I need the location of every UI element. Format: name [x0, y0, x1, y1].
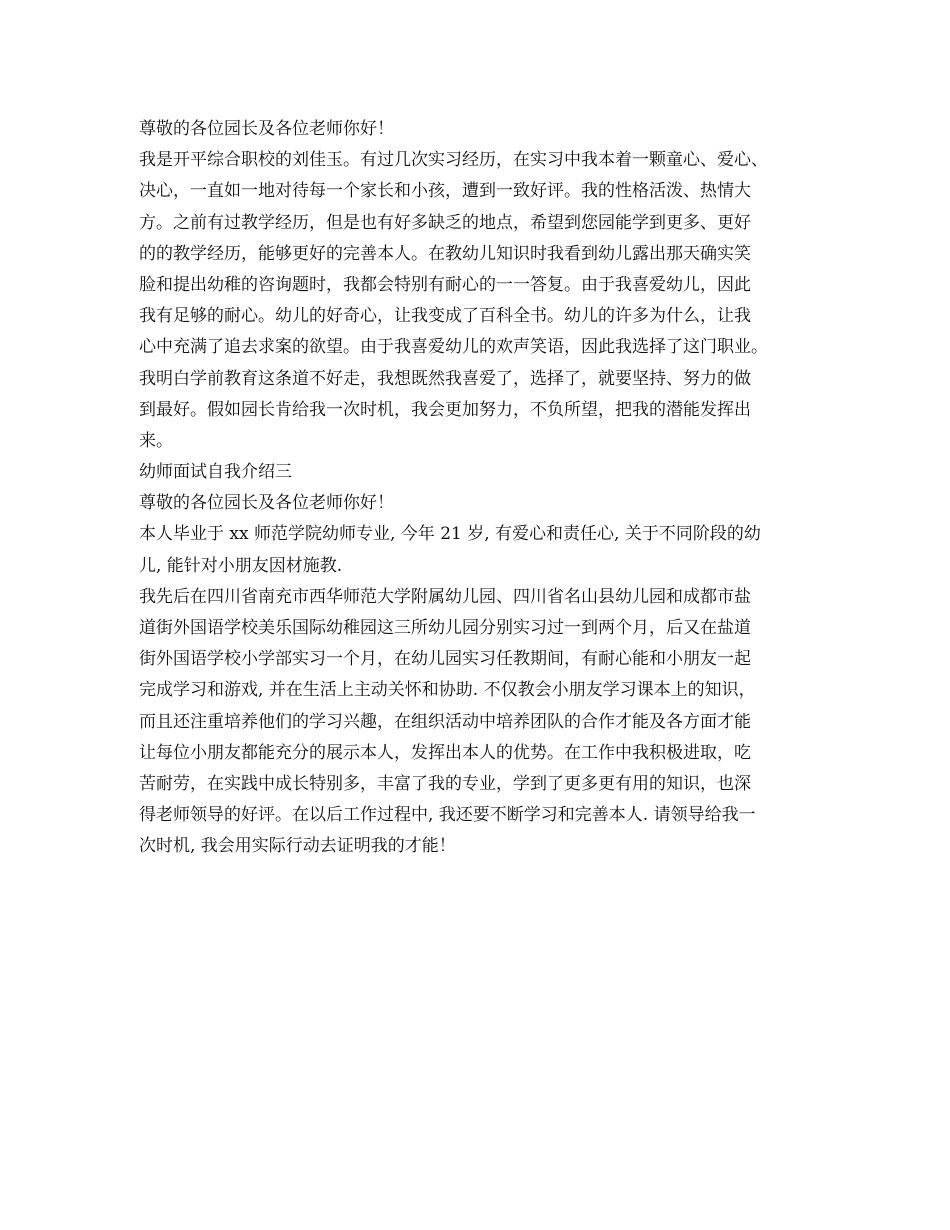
text-line: 来。: [139, 430, 173, 451]
text-line: 方。之前有过教学经历，但是也有好多缺乏的地点，希望到您园能学到更多、更好: [139, 212, 751, 233]
text-line: 街外国语学校小学部实习一个月，在幼儿园实习任教期间，有耐心能和小朋友一起: [139, 649, 751, 670]
text-line: 脸和提出幼稚的咨询题时，我都会特别有耐心的一一答复。由于我喜爱幼儿，因此: [139, 274, 751, 295]
text-line: 我明白学前教育这条道不好走，我想既然我喜爱了，选择了，就要坚持、努力的做: [139, 368, 751, 389]
text-line: 次时机, 我会用实际行动去证明我的才能！: [139, 836, 456, 857]
text-line: 苦耐劳，在实践中成长特别多，丰富了我的专业，学到了更多更有用的知识，也深: [139, 773, 751, 794]
text-line: 我先后在四川省南充市西华师范大学附属幼儿园、四川省名山县幼儿园和成都市盐: [139, 586, 751, 607]
document-body: [139, 114, 819, 863]
text-line: 得老师领导的好评。在以后工作过程中, 我还要不断学习和完善本人. 请领导给我一: [139, 805, 756, 826]
text-line: 儿, 能针对小朋友因材施教.: [139, 555, 343, 576]
text-line: 的的教学经历，能够更好的完善本人。在教幼儿知识时我看到幼儿露出那天确实笑: [139, 243, 751, 264]
text-line: 而且还注重培养他们的学习兴趣，在组织活动中培养团队的合作才能及各方面才能: [139, 711, 751, 732]
text-line-greeting: 尊敬的各位园长及各位老师你好！: [139, 119, 394, 139]
text-line: 完成学习和游戏, 并在生活上主动关怀和协助. 不仅教会小朋友学习课本上的知识，: [139, 680, 756, 701]
section-heading: 幼师面试自我介绍三: [139, 462, 292, 483]
text-line: 我有足够的耐心。幼儿的好奇心，让我变成了百科全书。幼儿的许多为什么，让我: [139, 306, 751, 327]
text-line: 本人毕业于 xx 师范学院幼师专业, 今年 21 岁, 有爱心和责任心, 关于不同阶段的幼: [139, 524, 761, 545]
text-line: 决心，一直如一地对待每一个家长和小孩，遭到一致好评。我的性格活泼、热情大: [139, 181, 751, 202]
text-line: 道街外国语学校美乐国际幼稚园这三所幼儿园分别实习过一到两个月，后又在盐道: [139, 618, 751, 638]
text-line-greeting: 尊敬的各位园长及各位老师你好！: [139, 493, 394, 514]
text-line: 让每位小朋友都能充分的展示本人，发挥出本人的优势。在工作中我积极进取，吃: [139, 742, 751, 763]
text-line: 到最好。假如园长肯给我一次时机，我会更加努力，不负所望，把我的潜能发挥出: [139, 399, 751, 420]
text-line: 心中充满了追去求案的欲望。由于我喜爱幼儿的欢声笑语，因此我选择了这门职业。: [139, 337, 768, 358]
text-line: 我是开平综合职校的刘佳玉。有过几次实习经历，在实习中我本着一颗童心、爱心、: [139, 150, 768, 171]
